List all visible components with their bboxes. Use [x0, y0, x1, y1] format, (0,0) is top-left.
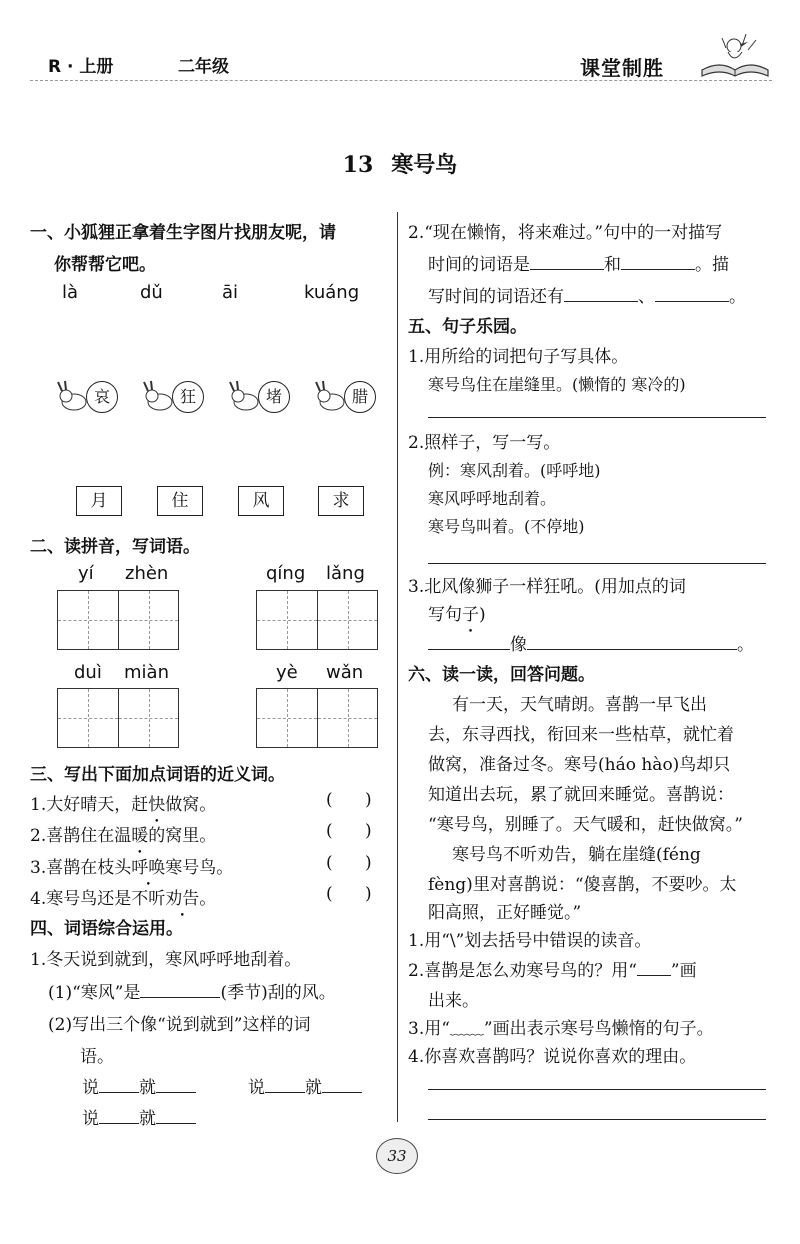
writing-grid[interactable] [256, 688, 378, 748]
answer-paren[interactable]: ( ) [326, 884, 372, 904]
s5-example-answer: 寒风呼呼地刮着。 [428, 489, 557, 508]
character-box: 月 [76, 486, 122, 516]
s4-question-2: 2.“现在懒惰，将来难过。”句中的一对描写 [408, 223, 723, 243]
header-series-title: 课堂制胜 [580, 56, 664, 80]
s4-question-1a: (1)“寒风”是 (季节)刮的风。 [48, 978, 336, 1003]
pinyin-ye: yè [276, 662, 298, 683]
header-edition: R · 上册 [48, 57, 114, 77]
character-circle: 哀 [86, 381, 118, 413]
passage-line: 寒号鸟不听劝告，躺在崖缝(féng [452, 845, 701, 865]
synonym-item: 3.喜鹊在枝头呼唤寒号鸟。 [30, 858, 234, 878]
pinyin-ai: āi [222, 282, 239, 303]
answer-paren[interactable]: ( ) [326, 790, 372, 810]
synonym-item: 1.大好晴天，赶快做窝。 [30, 795, 217, 815]
book-bird-logo-icon [700, 30, 770, 78]
rabbit-card [142, 377, 232, 417]
header-divider [30, 80, 772, 81]
passage-line: “寒号鸟，别睡了。天气暖和，赶快做窝。” [428, 815, 743, 835]
word-pattern-2: 说 就 [248, 1073, 362, 1098]
word-pattern-1: 说 就 [82, 1073, 196, 1098]
rabbit-icon [142, 380, 176, 414]
s5-question-1: 1.用所给的词把句子写具体。 [408, 347, 629, 367]
character-circle: 狂 [172, 381, 204, 413]
pinyin-wan: wǎn [326, 662, 364, 683]
passage-line: 有一天，天气晴朗。喜鹊一早飞出 [452, 695, 707, 715]
synonym-item: 2.喜鹊住在温暖的窝里。 [30, 826, 217, 846]
rabbit-icon [228, 380, 262, 414]
lesson-name: 寒号鸟 [391, 152, 458, 178]
header-grade: 二年级 [178, 57, 229, 77]
s4-question-1b-cont: 语。 [80, 1047, 114, 1067]
page-number: 33 [376, 1138, 418, 1174]
character-circle: 腊 [344, 381, 376, 413]
section-5-heading: 五、句子乐园。 [408, 317, 527, 337]
s5-question-2: 2.照样子，写一写。 [408, 433, 561, 453]
section-4-heading: 四、词语综合运用。 [30, 919, 183, 939]
passage-line: 做窝，准备过冬。寒号(háo hào)鸟却只 [428, 755, 731, 775]
section-3-heading: 三、写出下面加点词语的近义词。 [30, 765, 285, 785]
s6-question-1: 1.用“\”划去括号中错误的读音。 [408, 931, 652, 951]
s5-question-3-answer: 像 。 [428, 630, 754, 655]
s4-question-1: 1.冬天说到就到，寒风呼呼地刮着。 [30, 950, 302, 970]
s6-question-2: 2.喜鹊是怎么劝寒号鸟的？用“ ”画 [408, 956, 697, 981]
pinyin-lang: lǎng [326, 563, 365, 584]
character-box: 求 [318, 486, 364, 516]
s5-question-3-cont: 写句子) [428, 605, 486, 625]
s4-question-1b: (2)写出三个像“说到就到”这样的词 [48, 1015, 311, 1035]
pinyin-yi: yí [78, 563, 94, 584]
answer-line[interactable] [428, 1118, 766, 1120]
passage-line: 知道出去玩，累了就回来睡觉。喜鹊说： [428, 785, 734, 805]
writing-grid[interactable] [57, 590, 179, 650]
rabbit-card [314, 377, 404, 417]
passage-line: 去，东寻西找，衔回来一些枯草，就忙着 [428, 725, 734, 745]
pinyin-la: là [62, 282, 79, 303]
character-box: 风 [238, 486, 284, 516]
answer-paren[interactable]: ( ) [326, 853, 372, 873]
section-6-heading: 六、读一读，回答问题。 [408, 665, 595, 685]
answer-blank[interactable] [140, 980, 220, 998]
s5-question-2-sentence: 寒号鸟叫着。(不停地) [428, 517, 585, 536]
writing-grid[interactable] [256, 590, 378, 650]
answer-line[interactable] [428, 416, 766, 418]
section-1-heading: 一、小狐狸正拿着生字图片找朋友呢，请 [30, 223, 336, 243]
lesson-title [0, 148, 800, 179]
synonym-item: 4.寒号鸟还是不听劝告。 [30, 889, 217, 909]
word-pattern-3: 说 就 [82, 1104, 196, 1129]
wavy-line-icon: ﹏﹏ [449, 1019, 484, 1039]
s6-question-4: 4.你喜欢喜鹊吗？说说你喜欢的理由。 [408, 1047, 697, 1067]
pinyin-dui: duì [74, 662, 102, 683]
lesson-number: 13 [342, 152, 374, 178]
s4-question-2-line3: 写时间的词语还有 、 。 [428, 282, 746, 307]
rabbit-card [56, 377, 146, 417]
rabbit-card [228, 377, 318, 417]
character-box: 住 [157, 486, 203, 516]
s5-question-1-sentence: 寒号鸟住在崖缝里。(懒惰的 寒冷的) [428, 375, 686, 394]
section-1-heading-cont: 你帮帮它吧。 [54, 255, 156, 275]
rabbit-icon [56, 380, 90, 414]
passage-line: 阳高照，正好睡觉。” [428, 903, 582, 923]
answer-line[interactable] [428, 1088, 766, 1090]
pinyin-kuang: kuáng [304, 282, 360, 303]
s5-example: 例：寒风刮着。(呼呼地) [428, 461, 601, 480]
pinyin-du: dǔ [140, 282, 163, 303]
rabbit-icon [314, 380, 348, 414]
s5-question-3: 3.北风像狮子一样狂吼。(用加点的词 [408, 577, 686, 597]
pinyin-zhen: zhèn [125, 563, 169, 584]
answer-paren[interactable]: ( ) [326, 821, 372, 841]
section-2-heading: 二、读拼音，写词语。 [30, 537, 200, 557]
s6-question-2-cont: 出来。 [428, 991, 479, 1011]
s4-question-2-line2: 时间的词语是 和 。描 [428, 250, 729, 275]
pinyin-qing: qíng [266, 563, 306, 584]
column-divider [397, 212, 398, 1122]
answer-line[interactable] [428, 562, 766, 564]
character-circle: 堵 [258, 381, 290, 413]
pinyin-mian: miàn [124, 662, 169, 683]
writing-grid[interactable] [57, 688, 179, 748]
passage-line: fèng)里对喜鹊说：“傻喜鹊，不要吵。太 [428, 875, 737, 895]
s6-question-3: 3.用“﹏﹏”画出表示寒号鸟懒惰的句子。 [408, 1019, 714, 1039]
